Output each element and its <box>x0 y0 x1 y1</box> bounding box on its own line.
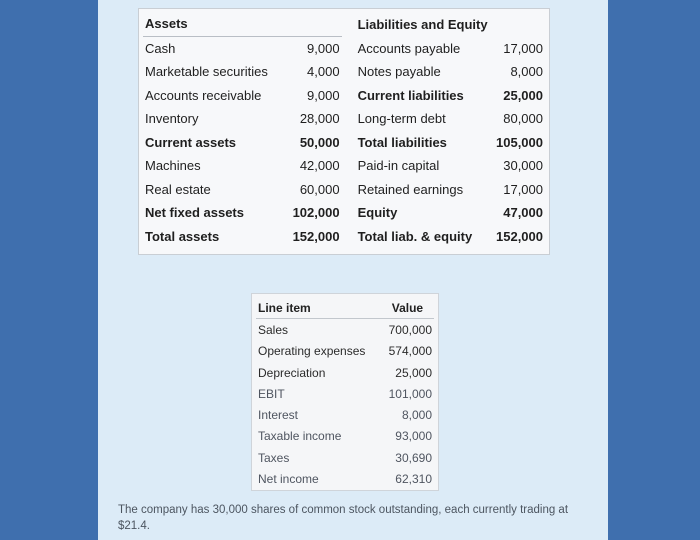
line-item-label: Depreciation <box>258 365 326 380</box>
asset-label: Real estate <box>145 181 211 197</box>
asset-value: 152,000 <box>292 228 340 244</box>
line-item-value: 25,000 <box>395 365 432 380</box>
line-item-label: Interest <box>258 408 299 423</box>
income-statement-row <box>256 319 434 341</box>
column-gap <box>342 60 356 84</box>
income-statement-row <box>256 362 434 383</box>
balance-sheet-table <box>143 12 545 248</box>
liability-value: 80,000 <box>503 111 543 127</box>
balance-sheet-row <box>143 201 545 225</box>
liability-label: Notes payable <box>357 64 441 80</box>
liability-label: Current liabilities <box>357 87 464 103</box>
line-item-value: 700,000 <box>388 322 432 337</box>
income-statement-row <box>256 383 434 404</box>
assets-header: Assets <box>143 12 342 36</box>
balance-sheet-row <box>143 225 545 249</box>
income-statement-row <box>256 404 434 425</box>
liability-label: Total liabilities <box>357 134 447 150</box>
line-item-label: Operating expenses <box>258 344 366 359</box>
balance-sheet-header-row <box>143 12 545 36</box>
balance-sheet-row <box>143 84 545 108</box>
asset-value: 9,000 <box>307 40 340 56</box>
liability-value: 17,000 <box>503 40 543 56</box>
liability-label: Accounts payable <box>357 40 461 56</box>
shares-note: The company has 30,000 shares of common stock outstanding, each currently trading at $21.4. <box>118 504 569 532</box>
asset-label: Marketable securities <box>145 64 268 80</box>
asset-value: 9,000 <box>307 87 340 103</box>
liability-value: 25,000 <box>503 87 543 103</box>
liabilities-header: Liabilities and Equity <box>357 16 488 32</box>
asset-label: Cash <box>145 40 176 56</box>
liability-label: Long-term debt <box>357 111 446 127</box>
asset-label: Current assets <box>145 134 237 150</box>
liability-label: Total liab. & equity <box>357 228 473 244</box>
asset-label: Total assets <box>145 228 220 244</box>
asset-label: Inventory <box>145 111 199 127</box>
liability-value: 105,000 <box>496 134 543 150</box>
line-item-value: 8,000 <box>401 408 432 423</box>
balance-sheet-row <box>143 36 545 60</box>
column-gap <box>342 201 356 225</box>
line-item-label: Taxes <box>258 450 290 465</box>
line-item-label: Net income <box>258 472 319 487</box>
column-gap <box>342 36 356 60</box>
liability-value: 8,000 <box>510 64 543 80</box>
asset-value: 4,000 <box>307 64 340 80</box>
balance-sheet-row <box>143 131 545 155</box>
asset-value: 50,000 <box>299 134 340 150</box>
column-gap <box>342 84 356 108</box>
balance-sheet-row <box>143 154 545 178</box>
column-gap <box>342 154 356 178</box>
line-item-value: 574,000 <box>388 344 432 359</box>
asset-value: 102,000 <box>292 205 340 221</box>
liability-value: 47,000 <box>503 205 543 221</box>
income-statement-header-row <box>256 297 434 319</box>
line-item-value: 93,000 <box>395 429 432 444</box>
asset-value: 60,000 <box>299 181 340 197</box>
liability-value: 30,000 <box>503 158 543 174</box>
income-statement-table <box>256 297 434 490</box>
income-statement-row <box>256 468 434 489</box>
column-gap <box>342 107 356 131</box>
line-item-value: 101,000 <box>388 386 432 401</box>
line-item-label: Taxable income <box>258 429 342 444</box>
balance-sheet-row <box>143 60 545 84</box>
line-item-value: 30,690 <box>395 450 432 465</box>
value-header: Value <box>381 297 434 319</box>
income-statement-row <box>256 447 434 468</box>
line-item-header: Line item <box>256 297 381 319</box>
liability-label: Paid-in capital <box>357 158 440 174</box>
column-gap <box>342 225 356 249</box>
asset-label: Accounts receivable <box>145 87 262 103</box>
liability-value: 17,000 <box>503 181 543 197</box>
line-item-value: 62,310 <box>395 472 432 487</box>
liability-value: 152,000 <box>496 228 543 244</box>
line-item-label: Sales <box>258 322 289 337</box>
asset-value: 28,000 <box>299 111 340 127</box>
balance-sheet-row <box>143 178 545 202</box>
asset-label: Net fixed assets <box>145 205 244 221</box>
liability-label: Equity <box>357 205 398 221</box>
column-gap <box>342 178 356 202</box>
liability-label: Retained earnings <box>357 181 464 197</box>
asset-label: Machines <box>145 158 201 174</box>
income-statement-row <box>256 426 434 447</box>
income-statement-row <box>256 341 434 362</box>
column-gap <box>342 131 356 155</box>
line-item-label: EBIT <box>258 386 285 401</box>
balance-sheet-row <box>143 107 545 131</box>
asset-value: 42,000 <box>299 158 340 174</box>
